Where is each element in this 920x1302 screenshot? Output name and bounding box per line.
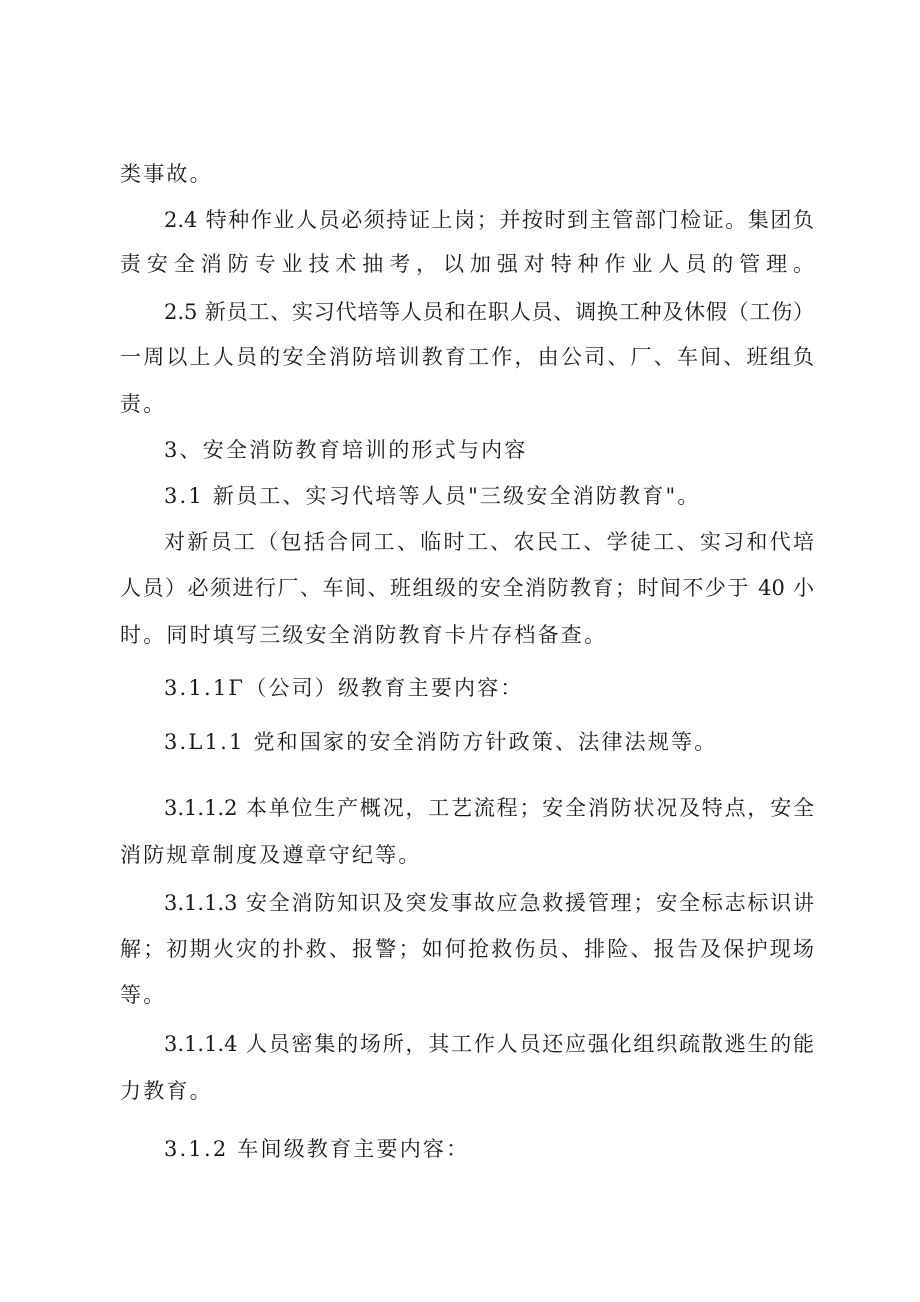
text-line: 对新员工（包括合同工、临时工、农民工、学徒工、实习和代培 xyxy=(164,530,814,554)
text-line: 解；初期火灾的扑救、报警；如何抢救伤员、排险、报告及保护现场 xyxy=(120,937,814,961)
text-line: 一周以上人员的安全消防培训教育工作，由公司、厂、车间、班组负 xyxy=(120,345,814,369)
text-line: 3.1.1.3 安全消防知识及突发事故应急救援管理；安全标志标识讲 xyxy=(164,891,814,915)
subsection-heading: 3.1 新员工、实习代培等人员"三级安全消防教育"。 xyxy=(164,484,701,508)
subsection-heading: 3.1.2 车间级教育主要内容： xyxy=(164,1137,470,1161)
text-line: 3.1.1.2 本单位生产概况，工艺流程；安全消防状况及特点，安全 xyxy=(164,796,814,820)
subsection-heading: 3.1.1Γ（公司）级教育主要内容： xyxy=(164,676,524,700)
text-line: 3.L1.1 党和国家的安全消防方针政策、法律法规等。 xyxy=(164,730,718,754)
text-line: 2.5 新员工、实习代培等人员和在职人员、调换工种及休假（工伤） xyxy=(164,300,814,324)
text-line: 责安全消防专业技术抽考，以加强对特种作业人员的管理。 xyxy=(120,252,814,276)
text-line: 时。同时填写三级安全消防教育卡片存档备查。 xyxy=(120,623,608,647)
text-line: 类事故。 xyxy=(120,162,213,186)
text-line: 力教育。 xyxy=(120,1079,213,1103)
text-line: 责。 xyxy=(120,392,167,416)
text-line: 消防规章制度及遵章守纪等。 xyxy=(120,843,422,867)
text-line: 3.1.1.4 人员密集的场所，其工作人员还应强化组织疏散逃生的能 xyxy=(164,1032,814,1056)
section-heading: 3、安全消防教育培训的形式与内容 xyxy=(164,438,528,462)
text-line: 等。 xyxy=(120,983,167,1007)
text-line: 2.4 特种作业人员必须持证上岗；并按时到主管部门检证。集团负 xyxy=(164,208,814,232)
text-line: 人员）必须进行厂、车间、班组级的安全消防教育；时间不少于 40 小 xyxy=(120,576,814,600)
